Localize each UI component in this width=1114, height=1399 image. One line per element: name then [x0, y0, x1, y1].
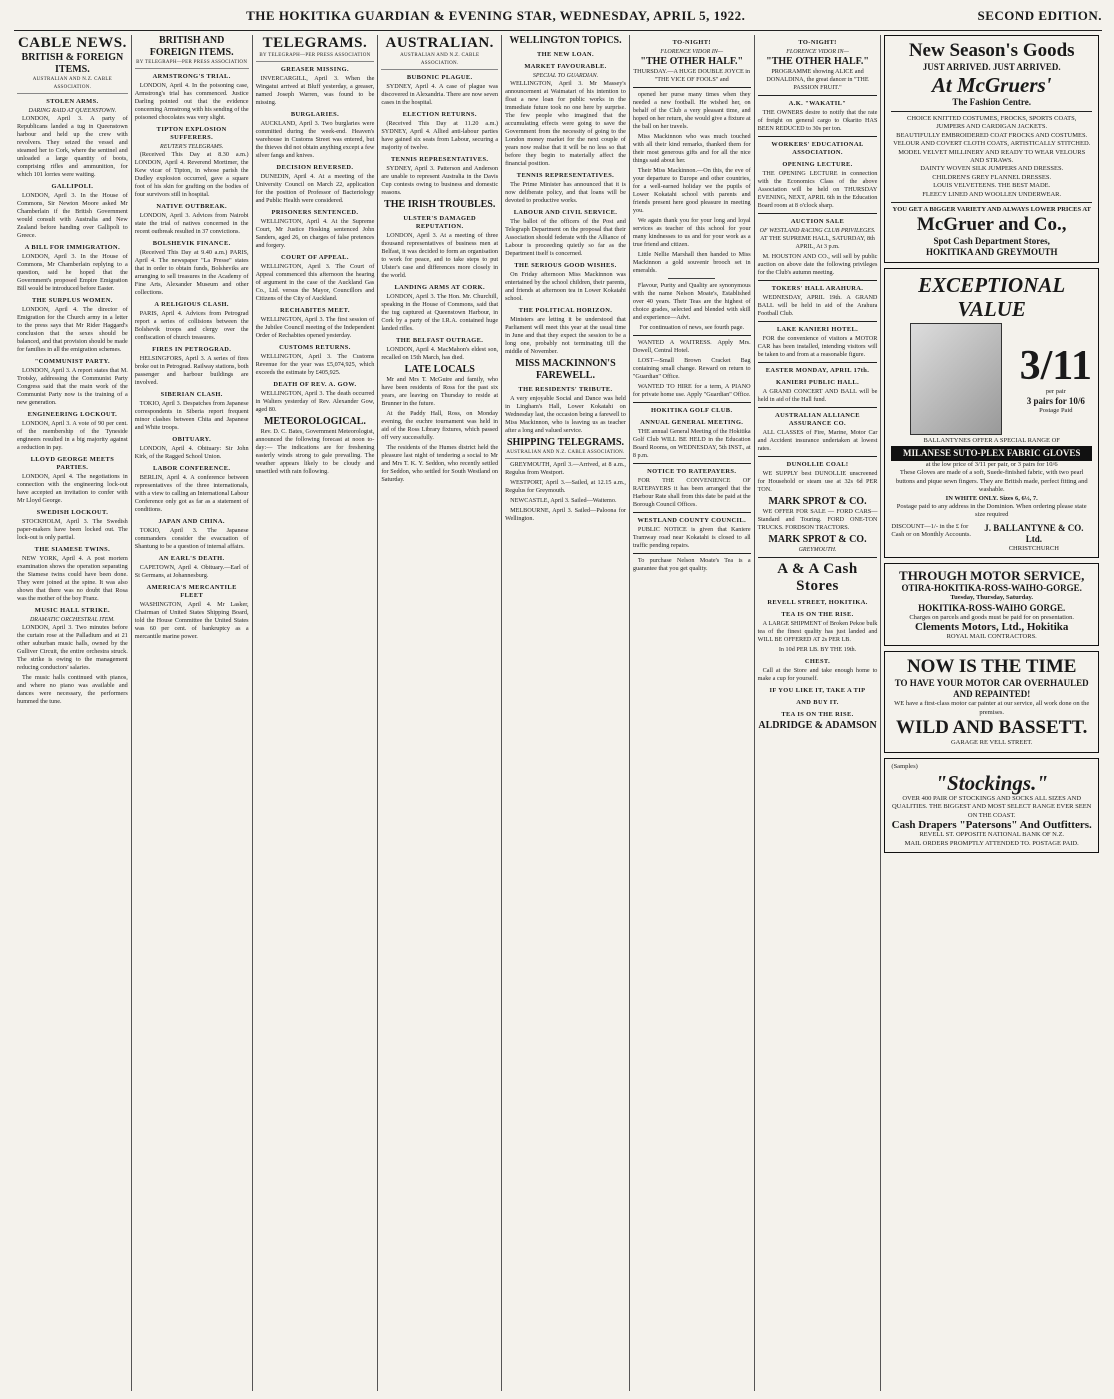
article-text: PUBLIC NOTICE is given that Kaniere Tramway road near Kokatahi is closed to all traffic pending repairs. [632, 526, 751, 549]
subhead: A BILL FOR IMMIGRATION. [24, 244, 121, 251]
article-text: Flavour, Purity and Quality are synonymous with the name Nelson Moate's, Established over 40 years. Their Teas are the highest of choice grades, selected and blended with skill and experience—Advt. [632, 282, 751, 321]
cinema-ad-line: FLORENCE VIDOR IN— [660, 49, 724, 55]
article-text: THE annual General Meeting of the Hokitika Golf Club WILL BE HELD in the Education Board Rooms, on WEDNESDAY, 5th INST., at 8 p.m. [632, 428, 751, 459]
article-text: Ministers are letting it be understood that Parliament will meet this year at the usual time in June and that they expect the session to be a long one, probably not terminating till the middle of November. [505, 316, 626, 355]
article-text: WELLINGTON, April 3. The first session of the Jubilee Council meeting of the Independent Order of Rechabites opened yesterday. [255, 316, 375, 339]
article-text: A very enjoyable Social and Dance was held in Lingham's Hall, Lower Kokatahi on Wednesday last, the occasion being a farewell to Miss Mackinnon, who is leaving us as teacher after a long and valued service. [505, 395, 626, 434]
subhead: PRISONERS SENTENCED. [271, 209, 359, 216]
association-line: AUSTRALIAN AND N.Z. CABLE ASSOCIATION. [505, 449, 626, 459]
subhead: TENNIS REPRESENTATIVES. [391, 156, 489, 163]
subhead: MUSIC HALL STRIKE. [34, 607, 110, 614]
subhead: SWEDISH LOCKOUT. [36, 509, 109, 516]
divider [633, 512, 751, 513]
article-text: Mr and Mrs T. McGuire and family, who have been residents of Ross for the past six years, are leaving on Thursday to reside at Brunner in the future. [381, 376, 499, 407]
ad-company: Clements Motors, Ltd., Hokitika [915, 620, 1069, 633]
association-line: BY TELEGRAPH—PER PRESS ASSOCIATION [256, 52, 375, 62]
divider [758, 95, 878, 96]
subhead: BOLSHEVIK FINANCE. [152, 240, 231, 247]
cash-stores-heading: A & A Cash Stores [777, 561, 858, 594]
article-text: A GRAND CONCERT AND BALL will be held in aid of the Hall fund. [757, 388, 878, 403]
ad-store-name: At McGruers' [931, 73, 1052, 97]
ad-headline: EXCEPTIONAL VALUE [918, 273, 1066, 322]
subhead: WORKERS' EDUCATIONAL ASSOCIATION. [771, 141, 864, 156]
advertiser-name: MARK SPROT & CO. [768, 496, 867, 507]
cinema-ad-line: FLORENCE VIDOR IN— [786, 49, 849, 55]
ad-headline: "Stockings." [935, 770, 1048, 795]
subhead: LLOYD GEORGE MEETS PARTIES. [30, 456, 115, 471]
subhead: STOLEN ARMS. [46, 98, 99, 105]
glove-price: 3/11 [1019, 342, 1092, 389]
article-text: We again thank you for your long and loyal services as teacher of this school for your many kindnesses to us and for your work as a true friend and citizen. [632, 217, 751, 248]
article-text: The residents of the Humes district held the pleasure last night of tendering a social to Mr and Mrs T. K. Y. Seddon, who recently settled for Seddon, who settled for South Westland on Saturday. [381, 444, 499, 483]
subhead: THE BELFAST OUTRAGE. [396, 337, 484, 344]
divider [668, 278, 715, 279]
subhead: ARMSTRONG'S TRIAL. [152, 73, 231, 80]
subhead: AUSTRALIAN ALLIANCE ASSURANCE CO. [775, 412, 860, 427]
article-text: On Friday afternoon Miss Mackinnon was entertained by the school children, their parents, and friends at afternoon tea in Lower Kokatahi school. [505, 271, 626, 302]
subhead: NOTICE TO RATEPAYERS. [647, 468, 737, 475]
subhead: LANDING ARMS AT CORK. [394, 284, 485, 291]
article-text: WE OFFER FOR SALE — FORD CARS—Standard and Touring. FORD ONE-TON TRUCKS. FORDSON TRACTORS. [757, 508, 878, 531]
article-text: STOCKHOLM, April 3. The Swedish paper-makers have been locked out. The lock-out is only partial. [17, 518, 128, 541]
divider [758, 407, 878, 408]
article-text: LONDON, April 3. A report states that M. Trotsky, addressing the Communist Party Congress said that the main work of the Communist Party now is the training of a new generation. [17, 367, 128, 406]
classified-ad: WANTED TO HIRE for a term, A PIANO for private home use. Apply "Guardian" Office. [632, 383, 751, 398]
article-text: LONDON, April 4. The director of Emigration for the Church army in a letter to the press says that Mr Rider Haggard's conclusion that the sexes should be balanced, and that provision should be made for families in all the emigration schemes. [17, 306, 128, 353]
ad-company-sub: Spot Cash Department Stores, [933, 236, 1050, 247]
article-text: A LARGE SHIPMENT of Broken Pekoe bulk tea of the finest quality has just landed and WILL BE OFFERED AT 2s PER LB. [757, 620, 878, 643]
divider [633, 87, 751, 88]
article-text: HELSINGFORS, April 3. A series of fires broke out in Petrograd. Railway stations, both passenger and harbour buildings are involved. [134, 355, 249, 386]
subhead: DARING RAID AT QUEENSTOWN. [28, 108, 117, 114]
subhead: DEATH OF REV. A. GOW. [273, 381, 357, 388]
article-text: LONDON, April 3. Advices from Nairobi state the trial of natives concerned in the recent outbreak resulted in 37 convictions. [134, 212, 249, 235]
subhead: CUSTOMS RETURNS. [279, 344, 351, 351]
motor-service-ad [884, 563, 1099, 646]
subhead: EASTER MONDAY, APRIL 17th. [765, 367, 870, 374]
ad-item: FLEECY LINED AND WOOLLEN UNDERWEAR. [922, 190, 1062, 198]
subhead: "COMMUNIST PARTY. [34, 358, 111, 365]
column-australian [378, 35, 502, 1391]
ad-item: LOUIS VELVETEENS. THE BEST MADE. [933, 182, 1051, 190]
cinema-ad-title: "THE OTHER HALF." [766, 56, 869, 67]
article-text: In 10d PER LB. BY THE 19th. [778, 646, 857, 653]
subhead: THE NEW LOAN. [536, 51, 595, 58]
ad-text: IN WHITE ONLY. Sizes 6, 6½, 7. [945, 494, 1038, 502]
meteorological-heading: METEOROLOGICAL. [263, 416, 366, 427]
glove-illustration [910, 323, 1002, 435]
divider [633, 553, 751, 554]
glove-postage: Postage Paid [1039, 406, 1073, 414]
subhead: HOKITIKA GOLF CLUB. [651, 407, 733, 414]
subhead: A.K. "WAKATIL" [788, 100, 847, 107]
subhead: NATIVE OUTBREAK. [156, 203, 227, 210]
ad-text: MAIL ORDERS PROMPTLY ATTENDED TO. POSTAGE PAID. [904, 839, 1079, 847]
subhead: DECISION REVERSED. [276, 164, 354, 171]
article-text: The Prime Minister has announced that it is now deliberate policy, and that loans will be devoted to productive works. [505, 181, 626, 204]
divider [891, 202, 1092, 203]
article-text: Call at the Store and take enough home to make a cup for yourself. [757, 667, 878, 682]
divider [758, 280, 878, 281]
subhead: DUNOLLIE COAL! [786, 461, 849, 468]
cinema-ad-text: PROGRAMME showing ALICE and DONALDINA, the great dancer in "THE PASSION FRUIT." [766, 68, 869, 91]
article-text: (Received This Day at 8.30 a.m.) LONDON, April 4. Reverend Mortimer, the Kew vicar of Tipton, in whose parish the Dudley explosion occurred, gave a square foot of his skin for grafting on the bodies of four survivors still in hospital. [134, 151, 249, 198]
ad-company-sub: ROYAL MAIL CONTRACTORS. [946, 632, 1037, 640]
subhead: BURGLARIES. [290, 111, 340, 118]
subhead: THE SERIOUS GOOD WISHES. [514, 262, 617, 269]
subhead: LABOR CONFERENCE. [152, 465, 231, 472]
subhead: TENNIS REPRESENTATIVES. [516, 172, 615, 179]
article-text: WEDNESDAY, APRIL 19th. A GRAND BALL will be held in aid of the Arahura Football Club. [757, 294, 878, 317]
association-line: AUSTRALIAN AND N.Z. CABLE ASSOCIATION. [17, 76, 128, 94]
association-line: BY TELEGRAPH—PER PRESS ASSOCIATION [135, 59, 249, 69]
article-text: The ballot of the officers of the Post and Telegraph Department on the proposal that their Association should federate with the Alliance of Labour is proceeding quietly so far as the Department itself is concerned. [505, 218, 626, 257]
column-advertisements [881, 35, 1102, 1391]
association-line: AUSTRALIAN AND N.Z. CABLE ASSOCIATION. [381, 52, 498, 70]
ad-route: OTIRA-HOKITIKA-ROSS-WAIHO-GORGE. [901, 583, 1082, 594]
subhead: COURT OF APPEAL. [281, 254, 349, 261]
late-locals-heading: LATE LOCALS [404, 364, 475, 375]
continuation-note: For continuation of news, see fourth page. [639, 324, 744, 331]
subhead: GALLIPOLI. [51, 183, 94, 190]
subhead: OF WESTLAND RACING CLUB PRIVILEGES. [759, 228, 876, 234]
article-text: LONDON, April 3. A party of Republicans landed a tug in Queenstown harbour and held up the crew with revolvers. They seized the vessel and steamed her to Cork, where the sentinel and unloaded a large quantity of boots, comprising rifles and ammunition, for which 101 lorries were waiting. [17, 115, 128, 178]
ad-item: DAINTY WOVEN SILK JUMPERS AND DRESSES. [920, 165, 1064, 173]
article-text: LONDON, April 3. In the House of Commons, Sir Newton Moore asked Mr Chamberlain if the British Government would consult with Australia and New Zealand before handing over Gallipoli to Greece. [17, 192, 128, 239]
cable-news-heading: CABLE NEWS. [17, 35, 127, 51]
article-text: (Received This Day at 11.20 a.m.) SYDNEY, April 4. Allied anti-labour parties have gained six seats from Labour, securing a majority of twelve. [381, 120, 499, 151]
ad-text: at the low price of 3/11 per pair, or 3 pairs for 10/6 [925, 460, 1058, 468]
irish-troubles-heading: THE IRISH TROUBLES. [384, 199, 496, 210]
mcgruers-ad [884, 35, 1099, 263]
columns [14, 35, 1102, 1391]
ad-company: McGruer and Co., [916, 214, 1067, 236]
subhead: A RELIGIOUS CLASH. [154, 301, 229, 308]
classified-ad: LOST—Small Brown Cracket Bag containing small change. Reward on return to "Guardian" Office. [632, 357, 751, 380]
subhead: OBITUARY. [172, 436, 212, 443]
ad-item: CHOICE KNITTED COSTUMES, FROCKS, SPORTS COATS, [907, 115, 1077, 122]
cinema-ad: TO-NIGHT! [672, 39, 711, 46]
subhead: ELECTION RETURNS. [402, 111, 477, 118]
article-text: LONDON, April 4. The negotiations in connection with the engineering lock-out have accepted an invitation to confer with Mr Lloyd George. [17, 473, 128, 504]
divider [633, 463, 751, 464]
article-text: GREYMOUTH, April 3.—Arrived, at 8 a.m., Regulus from Westport. [505, 461, 626, 476]
article-text: WELLINGTON, April 3. The death occurred in Walters yesterday of Rev. Alexander Gow, aged 80. [255, 390, 375, 413]
glove-price-unit: per pair [1045, 387, 1066, 395]
samples-label: (Samples) [891, 762, 918, 770]
subhead: ULSTER'S DAMAGED REPUTATION. [403, 215, 477, 230]
advertiser-name: MARK SPROT & CO. [768, 534, 867, 545]
ad-item: BEAUTIFULLY EMBROIDERED COAT FROCKS AND COSTUMES. [896, 131, 1088, 139]
divider [633, 335, 751, 336]
subhead: THE POLITICAL HORIZON. [518, 307, 613, 314]
dateline: SPECIAL TO GUARDIAN. [532, 73, 599, 79]
article-text: WASHINGTON, April 4. Mr Lasker, Chairman of United States Shipping Board, told the House Committee the United States was 60 per cent. of bankruptcy as a mercantile marine power. [134, 601, 249, 640]
subhead: FIRES IN PETROGRAD. [152, 346, 232, 353]
column-heading: BRITISH AND FOREIGN ITEMS. [149, 35, 234, 58]
column-cable-news [14, 35, 132, 1391]
ad-text: Postage paid to any address in the Dominion. When ordering please state size required [896, 502, 1087, 519]
article-text: LONDON, April 3. The Hon. Mr. Churchill, speaking in the House of Commons, said that the tug captured at Queenstown Harbour, in Cork by a party of the I.R.A. contained huge landed rifles. [381, 293, 499, 332]
advertiser-town: GREYMOUTH. [798, 547, 837, 553]
subhead: TOKERS' HALL ARAHURA. [771, 285, 864, 292]
subhead: AMERICA'S MERCANTILE FLEET [146, 584, 237, 599]
ad-item: VELOUR AND COVERT CLOTH COATS, ARTISTICALLY STITCHED. [893, 140, 1091, 148]
article-text: Their Miss Mackinnon.—On this, the eve of your departure to Europe and other countries, for a well-earned holiday we the pupils of Lower Kokatahi school with parents and friends present here good pleasure in meeting you. [632, 167, 751, 214]
subhead: WESTLAND COUNTY COUNCIL. [637, 517, 747, 524]
divider [758, 456, 878, 457]
ad-company-town: CHRISTCHURCH [1008, 544, 1059, 552]
article-text: AT THE SUPREME HALL, SATURDAY, 8th APRIL, At 3 p.m. [760, 235, 875, 250]
advertiser-name: ALDRIDGE & ADAMSON [758, 720, 877, 731]
article-text: WESTPORT, April 3.—Sailed, at 12.15 a.m., Regulus for Greymouth. [505, 479, 626, 494]
ad-headline: New Season's Goods [908, 40, 1075, 61]
article-text: (Received This Day at 9.40 a.m.) PARIS, April 4. The newspaper "La Presse" states that in order to obtain funds, Bolsheviks are arranging to sell treasures in the Academy of Fine Arts, Alexander Museum and other collections. [134, 249, 249, 296]
ad-company-towns: HOKITIKA AND GREYMOUTH [925, 247, 1058, 258]
article-text: TOKIO, April 3. The Japanese commanders consider the evacuation of Shantung to be a question of internal affairs. [134, 527, 249, 550]
subhead: SIBERIAN CLASH. [160, 391, 223, 398]
article-text: Miss Mackinnon who was much touched with all their kind remarks, thanked them for their most generous gifts and for all the nice things said about her. [632, 133, 751, 164]
ad-subline: TO HAVE YOUR MOTOR CAR OVERHAULED AND REPAINTED! [894, 678, 1089, 700]
article-text: WELLINGTON, April 3. The Customs Revenue for the year was £5,074,925, which exceeds the estimate by £405,925. [255, 353, 375, 376]
subhead: LABOUR AND CIVIL SERVICE. [513, 209, 618, 216]
divider [758, 362, 878, 363]
subhead: REVELL STREET, HOKITIKA. [767, 599, 868, 606]
ballantyne-gloves-ad [884, 268, 1099, 558]
cinema-ad-text: THURSDAY.—A HUGE DOUBLE JOYCE in "THE VICE OF FOOLS" and [633, 68, 751, 83]
ad-text: These Gloves are made of a soft, Suede-finished fabric, with two pearl buttons and pique sewn fingers. They are British made, perfect fitting and washable. [895, 469, 1088, 494]
article-text: BERLIN, April 4. A conference between representatives of the three internationals, with a view to calling an International Labour Conference only got as far as a statement of conditions. [134, 474, 249, 513]
ad-address: REVELL ST. OPPOSITE NATIONAL BANK OF N.Z. [919, 831, 1065, 839]
article-text: LONDON, April 4. MacMahon's eldest son, recalled on 15th March, has died. [381, 346, 499, 361]
ad-tagline: The Fashion Centre. [952, 97, 1031, 107]
article-text: FOR the convenience of visitors a MOTOR CAR has been installed, intending visitors will be taken to and from at a reasonable figure. [757, 335, 878, 358]
article-text: FOR THE CONVENIENCE OF RATEPAYERS it has been arranged that the Harbour Rate shall from this date be paid at the Borough Council Offices. [632, 477, 751, 508]
article-text: SYDNEY, April 4. A case of plague was discovered in Alexandria. There are now seven cases in the hospital. [381, 83, 499, 106]
article-text: NEW YORK, April 4. A post mortem examination shows the operation separating the Siamese twins could have been done. They were joined at the spine. It was also shown that there was no doubt that Rosa was the mother of the boy Franz. [17, 555, 128, 602]
ad-subline: JUST ARRIVED. JUST ARRIVED. [922, 62, 1061, 72]
article-text: The music halls continued with pianos, and where no piano was available and dances were necessary, the performers hummed the tune. [17, 674, 128, 705]
glove-product-name: MILANESE SUTO-PLEX FABRIC GLOVES [891, 446, 1092, 461]
article-text: WELLINGTON, April 3. Mr Massey's announcement at Waimatari of his intention to float a new loan for public works in the immediate future took no one here by surprise. The few people who imagined that the accumulating effects were going to save the Government from the necessity of going to the London money market for the next couple of years now realise that it will be no less so that before they begin to materially affect the financial position. [505, 80, 626, 167]
ad-text: OVER 400 PAIR OF STOCKINGS AND SOCKS ALL SIZES AND QUALITIES. THE BIGGEST AND MOST SELECT RANGE EVER SEEN ON THE COAST. [891, 794, 1092, 819]
masthead [14, 8, 1102, 31]
ad-route: HOKITIKA-ROSS-WAIHO GORGE. [918, 602, 1066, 613]
ad-item: MODEL VELVET MILLINERY AND READY TO WEAR VELOURS AND STRAWS. [898, 148, 1086, 165]
article-text: THE OWNERS desire to notify that the rate of freight on general cargo to Okarito HAS BEEN REDUCED to 30s per ton. [757, 109, 878, 132]
subhead: AND BUY IT. [796, 699, 839, 706]
subhead: IF YOU LIKE IT, TAKE A TIP [769, 687, 866, 694]
farewell-heading: MISS MACKINNON'S FAREWELL. [515, 358, 616, 381]
subhead: TEA IS ON THE RISE. [781, 711, 854, 718]
ad-company: WILD AND BASSETT. [896, 717, 1088, 739]
subhead: CHEST. [804, 658, 831, 665]
ad-company: Cash Drapers "Patersons" And Outfitters. [891, 819, 1092, 832]
ad-item: CHILDREN'S GREY FLANNEL DRESSES. [932, 173, 1052, 181]
subhead: AN EARL'S DEATH. [158, 555, 225, 562]
divider [758, 557, 878, 558]
subhead: THE SURPLUS WOMEN. [32, 297, 113, 304]
column-british-foreign [132, 35, 253, 1391]
cinema-ad-title: "THE OTHER HALF." [640, 56, 744, 67]
column-local [630, 35, 755, 1391]
article-text: DUNEDIN, April 4. At a meeting of the University Council on March 22, application for the position of Professor of Bacteriology and Public Health were considered. [255, 173, 375, 204]
subhead: KANIERI PUBLIC HALL. [775, 379, 860, 386]
article-text: WELLINGTON, April 3. The Court of Appeal commenced this afternoon the hearing of argument in the case of the Auckland Gas Co., Ltd. versus the Mayor, Councillors and Citizens of the City of Auckland. [255, 263, 375, 302]
masthead-title: THE HOKITIKA GUARDIAN & EVENING STAR, WEDNESDAY, APRIL 5, 1922. [246, 8, 746, 23]
dateline: REUTER'S TELEGRAMS. [160, 144, 224, 150]
subhead: LAKE KANIERI HOTEL. [776, 326, 859, 333]
article-text: TOKIO, April 3. Despatches from Japanese correspondents in Siberia report frequent minor clashes between Chita and Japanese and White troops. [134, 400, 249, 431]
ad-company-sub: GARAGE RE VELL STREET. [950, 739, 1033, 747]
subhead: THE RESIDENTS' TRIBUTE. [518, 386, 613, 393]
article-text: LONDON, April 4. In the poisoning case, Armstrong's trial has commenced. Justice Darling pointed out that the evidence concerning Armstrong with his sending of the poisoned chocolates was very slight. [134, 82, 249, 121]
subhead: JAPAN AND CHINA. [158, 518, 225, 525]
article-text: LONDON, April 3. At a meeting of three thousand representatives of business men at Belfast, it was decided to form an organisation to work for peace, and to take steps to put Ulster's case and differences more closely in the world. [381, 232, 499, 279]
patersons-ad [884, 758, 1099, 853]
column-notices [755, 35, 882, 1391]
divider [758, 136, 878, 137]
article-text: THE OPENING LECTURE in connection with the Economics Class of the above Association will be held on THURSDAY EVENING, NEXT, APRIL 6th in the Education Board room at 8 o'clock sharp. [757, 170, 878, 209]
ad-days: Tuesday, Thursday, Saturday. [950, 594, 1033, 602]
article-text: LONDON, April 4. Obituary: Sir John Kirk, of the Ragged School Union. [134, 445, 249, 460]
article-text: AUCKLAND, April 3. Two burglaries were committed during the week-end. Heaven's warehouse in Customs Street was entered, but the thieves did not obtain anything except a few silver fangs and knives. [255, 120, 375, 159]
subhead: GREASER MISSING. [280, 66, 350, 73]
australian-heading: AUSTRALIAN. [385, 35, 494, 51]
subhead: BUBONIC PLAGUE. [406, 74, 473, 81]
article-text: Little Nellie Marshall then handed to Miss Mackinnon a gold souvenir brooch set in emeralds. [632, 251, 751, 274]
divider [758, 213, 878, 214]
subhead: TIPTON EXPLOSION SUFFERERS. [156, 126, 227, 141]
ad-promo: YOU GET A BIGGER VARIETY AND ALWAYS LOWER PRICES AT [892, 206, 1091, 214]
article-text: LONDON, April 3. Two minutes before the curtain rose at the Palladium and at 21 other suburban music halls, owned by the Gulliver Circuit, the entire orchestra struck. The strike is owing to the management reducing conductors' salaries. [17, 624, 128, 671]
glove-bundle: 3 pairs for 10/6 [1026, 395, 1085, 406]
article-text: Rev. D. C. Bates, Government Meteorologist, announced the following forecast at noon to-day:— The indications are for freshening easterly winds strong to gale prevailing. The weather appears likely to be cloudy and unsettled with rain following. [255, 428, 375, 475]
shipping-heading: SHIPPING TELEGRAMS. [506, 437, 625, 448]
article-text: M. HOUSTON AND CO., will sell by public auction on above date the following privileges for the Club's autumn meeting. [757, 253, 878, 276]
article-text: PARIS, April 4. Advices from Petrograd report a series of collisions between the Bolshevik troops and clergy over the confiscation of church treasures. [134, 310, 249, 341]
subhead: MARKET FAVOURABLE. [524, 63, 607, 70]
ad-text: WE have a first-class motor car painter at our service, all work done on the premises. [894, 700, 1090, 716]
edition-label: SECOND EDITION. [977, 8, 1102, 23]
subhead: RECHABITES MEET. [280, 307, 350, 314]
article-text: INVERCARGILL, April 3. When the Wingatui arrived at Bluff yesterday, a greaser, named Joseph Warren, was found to be missing. [255, 75, 375, 106]
article-text: WE SUPPLY best DUNOLLIE unscreened for Household or steam use at 32s 6d PER TON. [757, 470, 878, 493]
ad-company: J. BALLANTYNE & CO. Ltd. [984, 522, 1084, 544]
classified-ad: WANTED A WAITRESS. Apply Mrs. Dowell, Central Hotel. [632, 339, 751, 354]
article-text: WELLINGTON, April 4. At the Supreme Court, Mr Justice Hosking sentenced John Sanders, aged 26, on charges of false pretences and forgery. [255, 218, 375, 249]
subhead: ENGINEERING LOCKOUT. [27, 411, 118, 418]
ad-text: Charges on parcels and goods must be paid for on presentation. [909, 613, 1075, 621]
article-text: opened her purse many times when they needed a new football. He wished her, on behalf of the Club a very pleasant time, and hoped on her return, she would give a fixture at the ball on her travels. [632, 91, 751, 130]
article-text: LONDON, April 3. In the House of Commons, Mr Chamberlain replying to a question, said he hoped that the Government's proposed Empire Emigration Bill would be introduced before Easter. [17, 253, 128, 292]
discount-note: DISCOUNT—1/- in the £ for Cash or on Monthly Accounts. [891, 522, 972, 539]
wild-bassett-ad [884, 651, 1099, 752]
article-text: ALL CLASSES of Fire, Marine, Motor Car and Accident insurance undertaken at lowest rates. [757, 429, 878, 452]
article-text: MELBOURNE, April 3. Sailed—Paloona for Wellington. [505, 507, 626, 522]
cinema-ad: TO-NIGHT! [798, 39, 837, 46]
divider [891, 111, 1092, 112]
subhead: THE SIAMESE TWINS. [34, 546, 111, 553]
subhead: TEA IS ON THE RISE. [781, 611, 854, 618]
ad-text: BALLANTYNES OFFER A SPECIAL RANGE OF [923, 437, 1060, 445]
article-text: SYDNEY, April 3. Patterson and Anderson are unable to represent Australia in the Davis Cup contests owing to business and domestic reasons. [381, 165, 499, 196]
divider [758, 321, 878, 322]
wellington-topics-heading: WELLINGTON TOPICS. [509, 35, 622, 46]
column-wellington-topics [502, 35, 630, 1391]
telegrams-heading: TELEGRAMS. [262, 35, 368, 51]
article-text: CAPETOWN, April 4. Obituary.—Earl of St Germans, at Johannesburg. [134, 564, 249, 579]
article-text: To purchase Nelson Moate's Tea is a guarantee that you get quality. [632, 557, 751, 572]
divider [633, 402, 751, 403]
subhead: OPENING LECTURE. [782, 161, 853, 168]
article-text: NEWCASTLE, April 3. Sailed—Waitemo. [510, 497, 617, 504]
article-text: At the Paddy Hall, Ross, on Monday evening, the euchre tournament was held in aid of the Ross Library fixtures, which passed off very successfully. [381, 410, 499, 441]
subhead: AUCTION SALE [790, 218, 845, 225]
ad-headline: NOW IS THE TIME [906, 656, 1077, 678]
subhead: DRAMATIC ORCHESTRAL ITEM. [29, 617, 115, 623]
subhead: ANNUAL GENERAL MEETING. [640, 419, 744, 426]
ad-headline: THROUGH MOTOR SERVICE, [899, 568, 1085, 584]
column-telegrams [253, 35, 379, 1391]
british-foreign-heading: BRITISH & FOREIGN ITEMS. [21, 52, 124, 75]
article-text: LONDON, April 3. A vote of 90 per cent. of the membership of the Tyneside engineers resulted in a big majority against a reduction in pay. [17, 420, 128, 451]
ad-item: JUMPERS AND CARDIGAN JACKETS. [936, 123, 1048, 131]
